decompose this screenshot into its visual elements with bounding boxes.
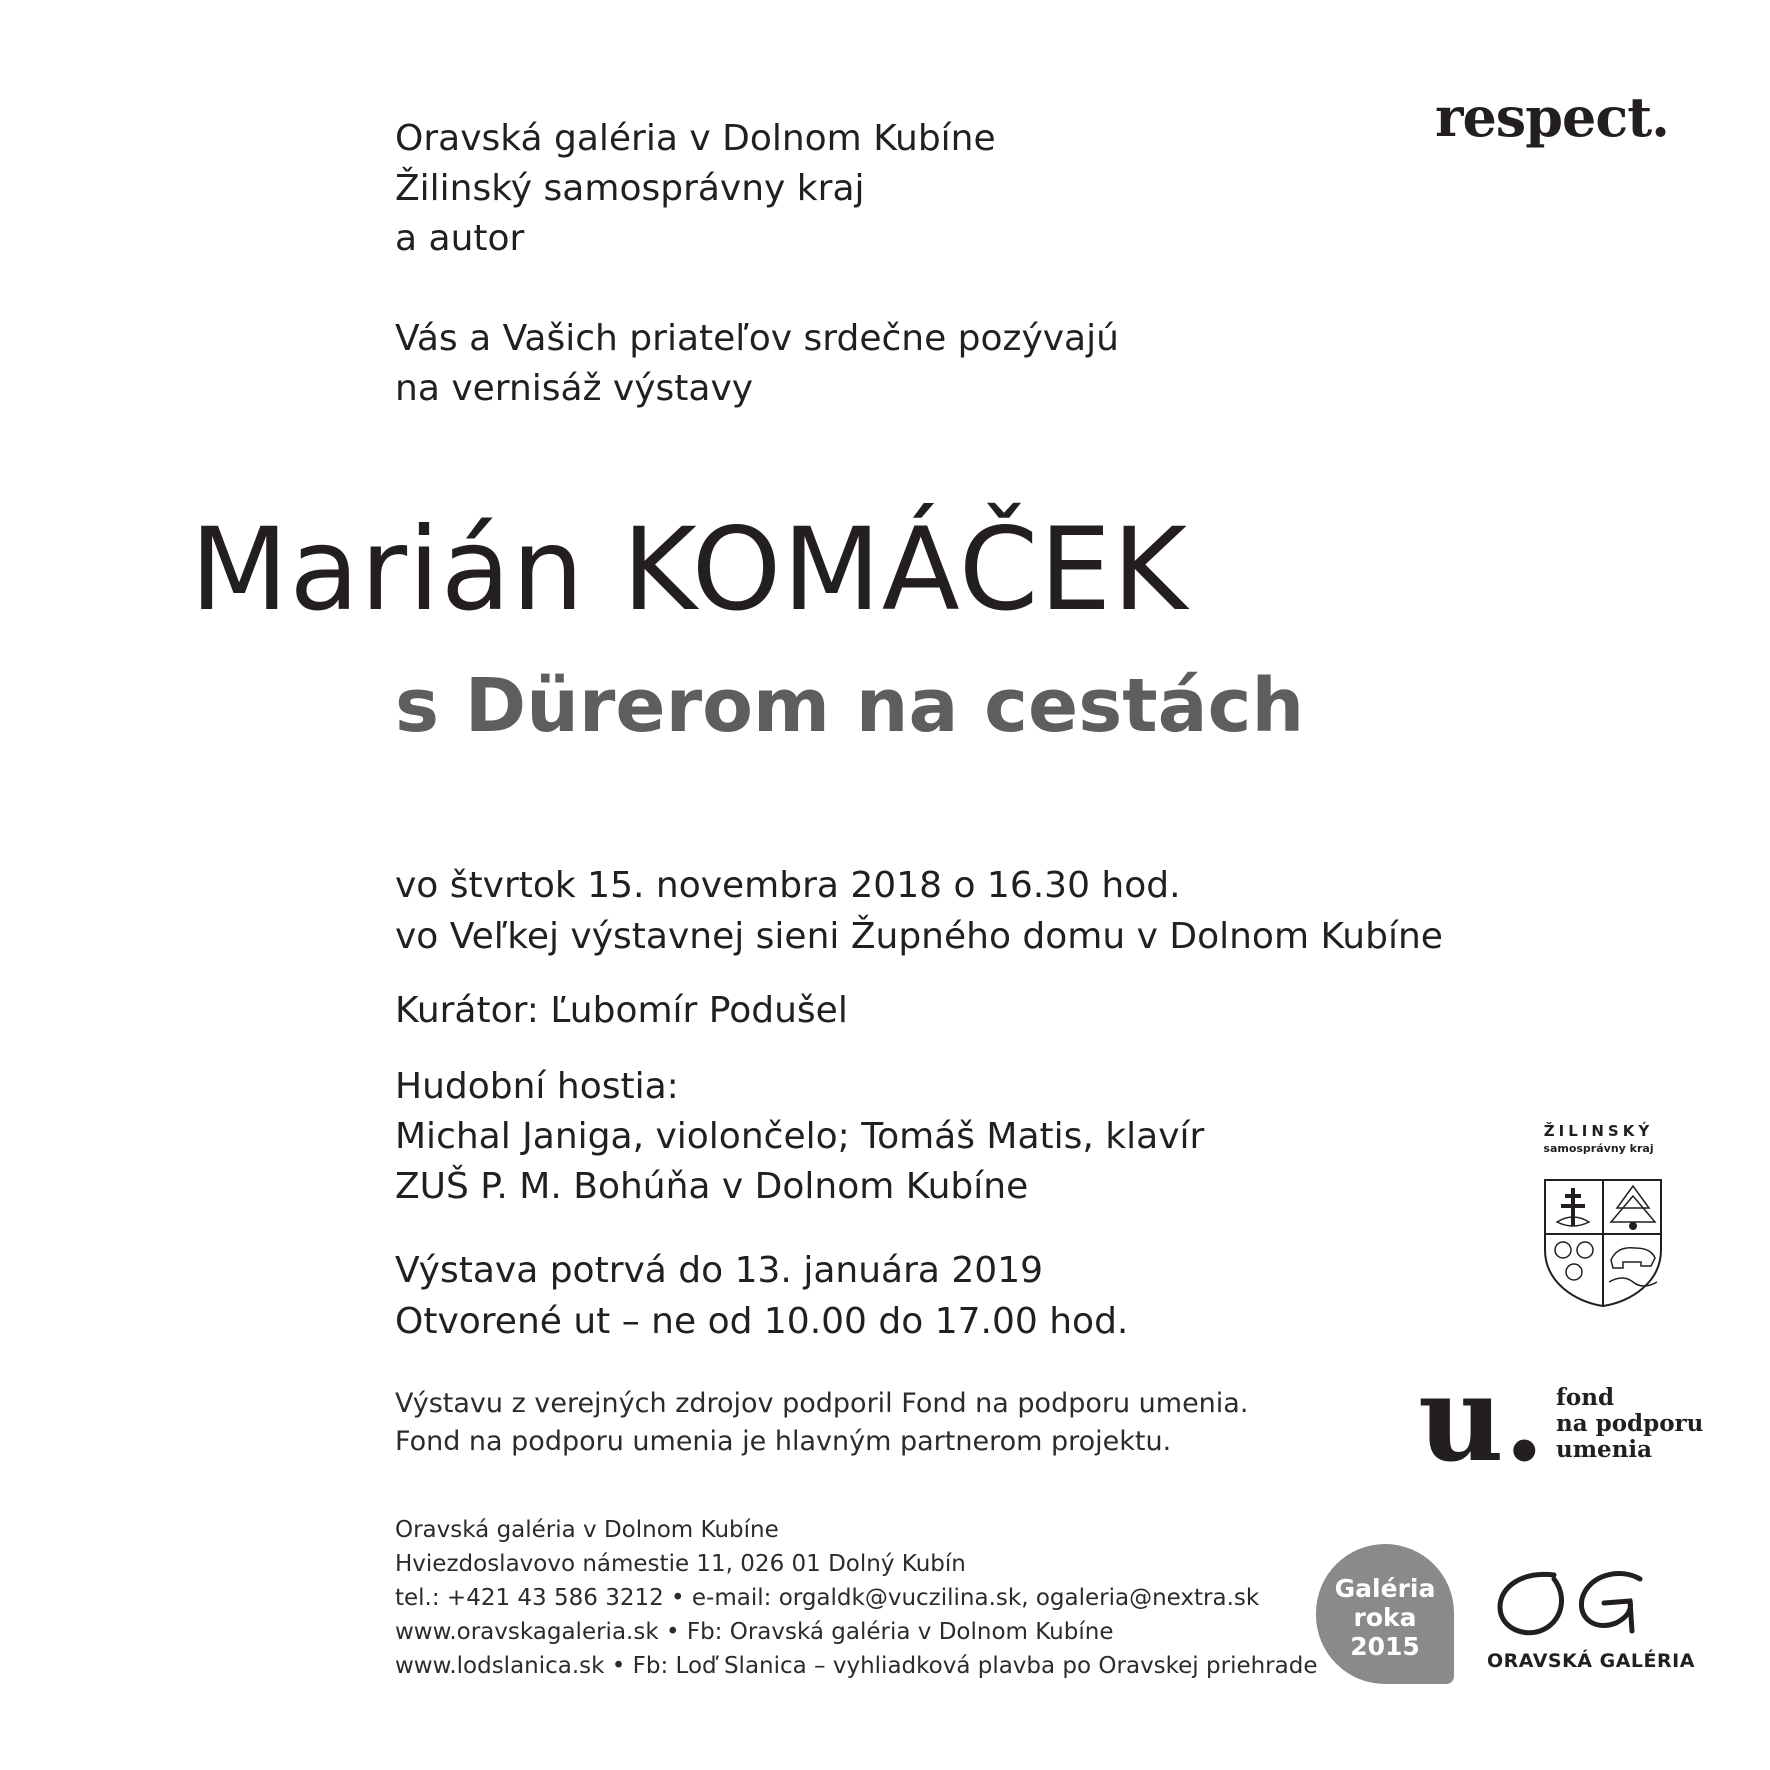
coat-of-arms-icon — [1543, 1178, 1663, 1308]
music-performers: Michal Janiga, violončelo; Tomáš Matis, klavír — [395, 1116, 1205, 1157]
contact-name: Oravská galéria v Dolnom Kubíne — [395, 1517, 779, 1543]
badge-line: 2015 — [1350, 1632, 1420, 1661]
invitation-text — [395, 314, 1119, 414]
event-venue: vo Veľkej výstavnej sieni Župného domu v Dolnom Kubíne — [395, 916, 1443, 957]
fpu-line: na podporu — [1556, 1410, 1704, 1437]
support-note — [395, 1385, 1248, 1461]
badge-line: Galéria — [1334, 1574, 1436, 1603]
fpu-line: umenia — [1556, 1436, 1653, 1463]
music-school: ZUŠ P. M. Bohúňa v Dolnom Kubíne — [395, 1166, 1029, 1207]
exhibition-duration: Výstava potrvá do 13. januára 2019 — [395, 1250, 1043, 1291]
respect-logo: respect. — [1435, 85, 1669, 149]
fpu-logo-letter: u. — [1418, 1349, 1545, 1488]
exhibition-title: s Dürerom na cestách — [395, 663, 1305, 749]
organizer-line: Žilinský samosprávny kraj — [395, 168, 865, 209]
oravska-galeria-name: ORAVSKÁ GALÉRIA — [1487, 1650, 1695, 1672]
organizer-line: Oravská galéria v Dolnom Kubíne — [395, 118, 996, 159]
fpu-line: fond — [1556, 1384, 1615, 1411]
music-guests — [395, 1062, 1204, 1212]
gallery-of-year-badge — [1316, 1544, 1454, 1684]
oravska-galeria-logo-icon — [1492, 1565, 1662, 1645]
event-time-place — [395, 860, 1443, 962]
contact-address: Hviezdoslavovo námestie 11, 026 01 Dolný Kubín — [395, 1551, 966, 1577]
support-line: Výstavu z verejných zdrojov podporil Fond na podporu umenia. — [395, 1388, 1249, 1419]
zsk-subtitle: samosprávny kraj — [1543, 1142, 1654, 1155]
event-date: vo štvrtok 15. novembra 2018 o 16.30 hod. — [395, 865, 1181, 906]
zsk-name: ŽILINSKÝ — [1543, 1122, 1654, 1140]
support-line: Fond na podporu umenia je hlavným partnerom projektu. — [395, 1426, 1172, 1457]
zilinsky-kraj-logo — [1526, 1122, 1671, 1155]
badge-text — [1316, 1574, 1454, 1661]
fpu-logo-text — [1556, 1385, 1703, 1463]
exhibition-dates — [395, 1245, 1128, 1347]
contact-web: www.oravskagaleria.sk • Fb: Oravská galéria v Dolnom Kubíne — [395, 1619, 1114, 1645]
organizer-line: a autor — [395, 218, 525, 259]
invitation-line: na vernisáž výstavy — [395, 368, 754, 409]
invitation-line: Vás a Vašich priateľov srdečne pozývajú — [395, 318, 1119, 359]
curator: Kurátor: Ľubomír Podušel — [395, 990, 848, 1031]
music-heading: Hudobní hostia: — [395, 1066, 679, 1107]
artist-name: Marián KOMÁČEK — [190, 503, 1189, 636]
opening-hours: Otvorené ut – ne od 10.00 do 17.00 hod. — [395, 1301, 1129, 1342]
contact-web-slanica: www.lodslanica.sk • Fb: Loď Slanica – vyhliadková plavba po Oravskej priehrade — [395, 1653, 1318, 1679]
contact-block — [395, 1513, 1317, 1683]
contact-phone-email: tel.: +421 43 586 3212 • e-mail: orgaldk@vuczilina.sk, ogaleria@nextra.sk — [395, 1585, 1260, 1611]
badge-line: roka — [1353, 1603, 1417, 1632]
organizers — [395, 114, 996, 264]
